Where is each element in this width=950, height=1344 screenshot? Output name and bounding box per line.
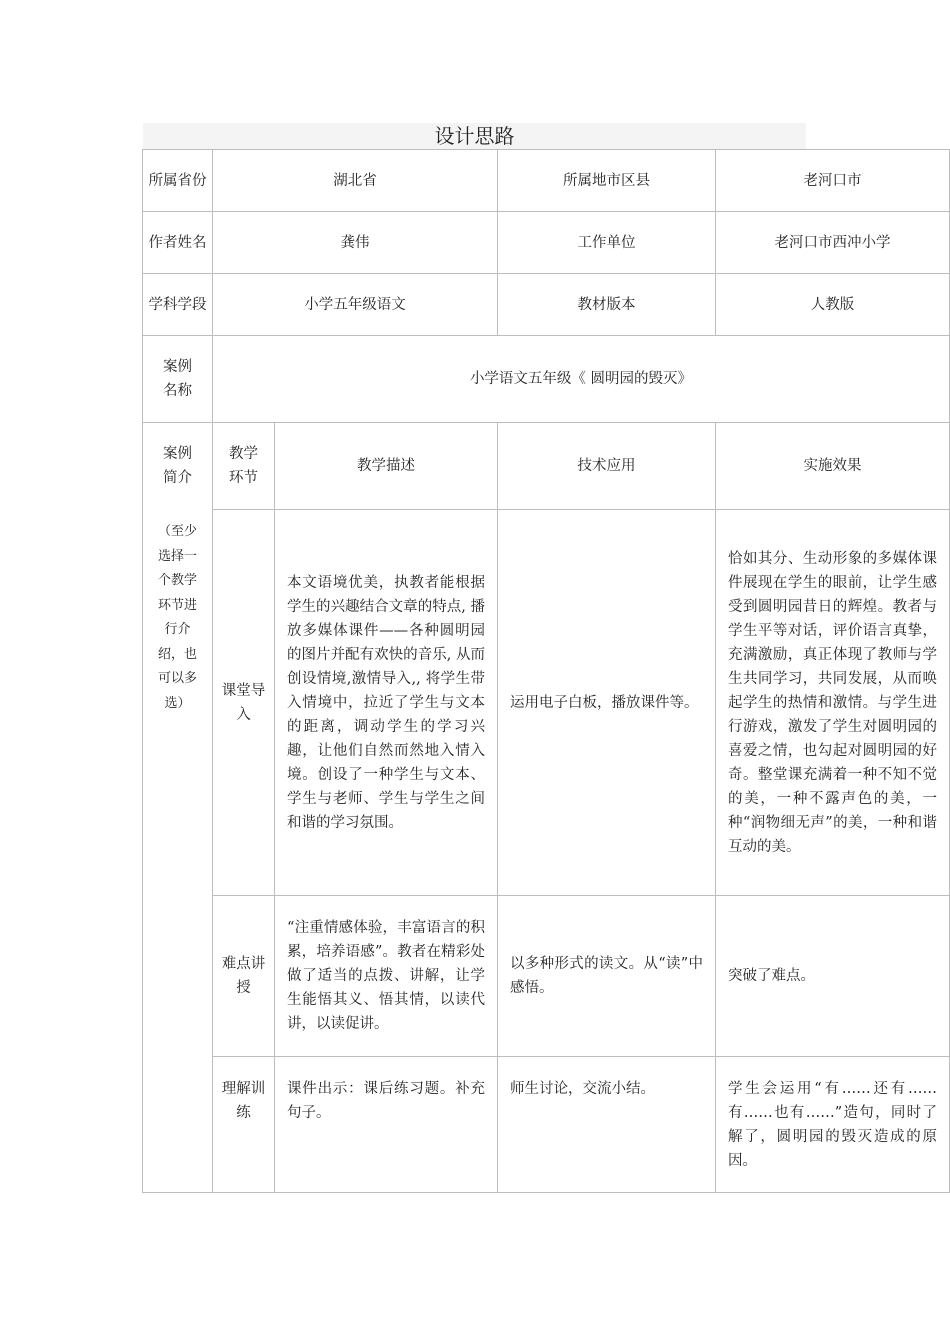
case-intro-note: （至少选择一个教学环节进行介绍，也可以多选） <box>157 524 197 711</box>
section-technology: 运用电子白板，播放课件等。 <box>498 510 716 896</box>
row-case-name <box>143 336 950 423</box>
row-subject <box>143 274 950 336</box>
district-label: 所属地市区县 <box>498 150 716 212</box>
section-stage: 课堂导入 <box>221 682 266 723</box>
section-stage: 理解训练 <box>221 1081 266 1121</box>
section-row <box>143 896 950 1057</box>
district-value: 老河口市 <box>716 150 950 212</box>
row-intro-header <box>143 423 950 510</box>
row-province <box>143 150 950 212</box>
section-row <box>143 1057 950 1193</box>
section-technology: 以多种形式的读文。从“读”中感悟。 <box>498 896 716 1057</box>
textbook-value: 人教版 <box>716 274 950 336</box>
header-description: 教学描述 <box>275 423 498 510</box>
section-effect: 学生会运用“有……还有……有……也有……”造句，同时了解了，圆明园的毁灭造成的原因。 <box>716 1057 950 1193</box>
section-technology: 师生讨论，交流小结。 <box>498 1057 716 1193</box>
header-technology: 技术应用 <box>498 423 716 510</box>
row-author <box>143 212 950 274</box>
header-stage: 教学环节 <box>229 446 258 486</box>
case-intro-cell <box>143 423 213 1193</box>
subject-value: 小学五年级语文 <box>213 274 498 336</box>
section-description: 本文语境优美，执教者能根据学生的兴趣结合文章的特点, 播放多媒体课件——各种圆明园的图片并配有欢快的音乐, 从而创设情境,激情导入,, 将学生带入情境中，拉近了学生与文本的距离，调动学生的学习兴趣，让他们自然而然地入情入境。创设了一种学生与文本、学生与老师、学生与学生之间和谐的学习氛围。 <box>275 510 498 896</box>
section-effect: 突破了难点。 <box>716 896 950 1057</box>
header-effect: 实施效果 <box>716 423 950 510</box>
workplace-value: 老河口市西冲小学 <box>716 212 950 274</box>
province-label: 所属省份 <box>143 150 213 212</box>
section-stage: 难点讲授 <box>221 956 266 996</box>
design-table <box>142 149 950 1193</box>
section-description: 课件出示：课后练习题。补充句子。 <box>275 1057 498 1193</box>
subject-label: 学科学段 <box>143 274 213 336</box>
workplace-label: 工作单位 <box>498 212 716 274</box>
document-title: 设计思路 <box>143 123 806 149</box>
textbook-label: 教材版本 <box>498 274 716 336</box>
section-row <box>143 510 950 896</box>
author-value: 龚伟 <box>213 212 498 274</box>
section-effect: 恰如其分、生动形象的多媒体课件展现在学生的眼前，让学生感受到圆明园昔日的辉煌。教者与学生平等对话，评价语言真挚，充满激励，真正体现了教师与学生共同学习，共同发展，从而唤起学生的热情和激情。与学生进行游戏，激发了学生对圆明园的喜爱之情，也勾起对圆明园的好奇。整堂课充满着一种不知不觉的美，一种不露声色的美，一种“润物细无声”的美，一种和谐互动的美。 <box>716 510 950 896</box>
case-intro-label: 案例简介 <box>163 446 192 486</box>
case-name-value: 小学语文五年级《 圆明园的毁灭》 <box>213 336 950 423</box>
author-label: 作者姓名 <box>143 212 213 274</box>
case-name-label: 案例名称 <box>163 359 192 399</box>
province-value: 湖北省 <box>213 150 498 212</box>
section-description: “注重情感体验，丰富语言的积累，培养语感”。教者在精彩处做了适当的点拨、讲解，让学生能悟其义、悟其情，以读代讲，以读促讲。 <box>275 896 498 1057</box>
